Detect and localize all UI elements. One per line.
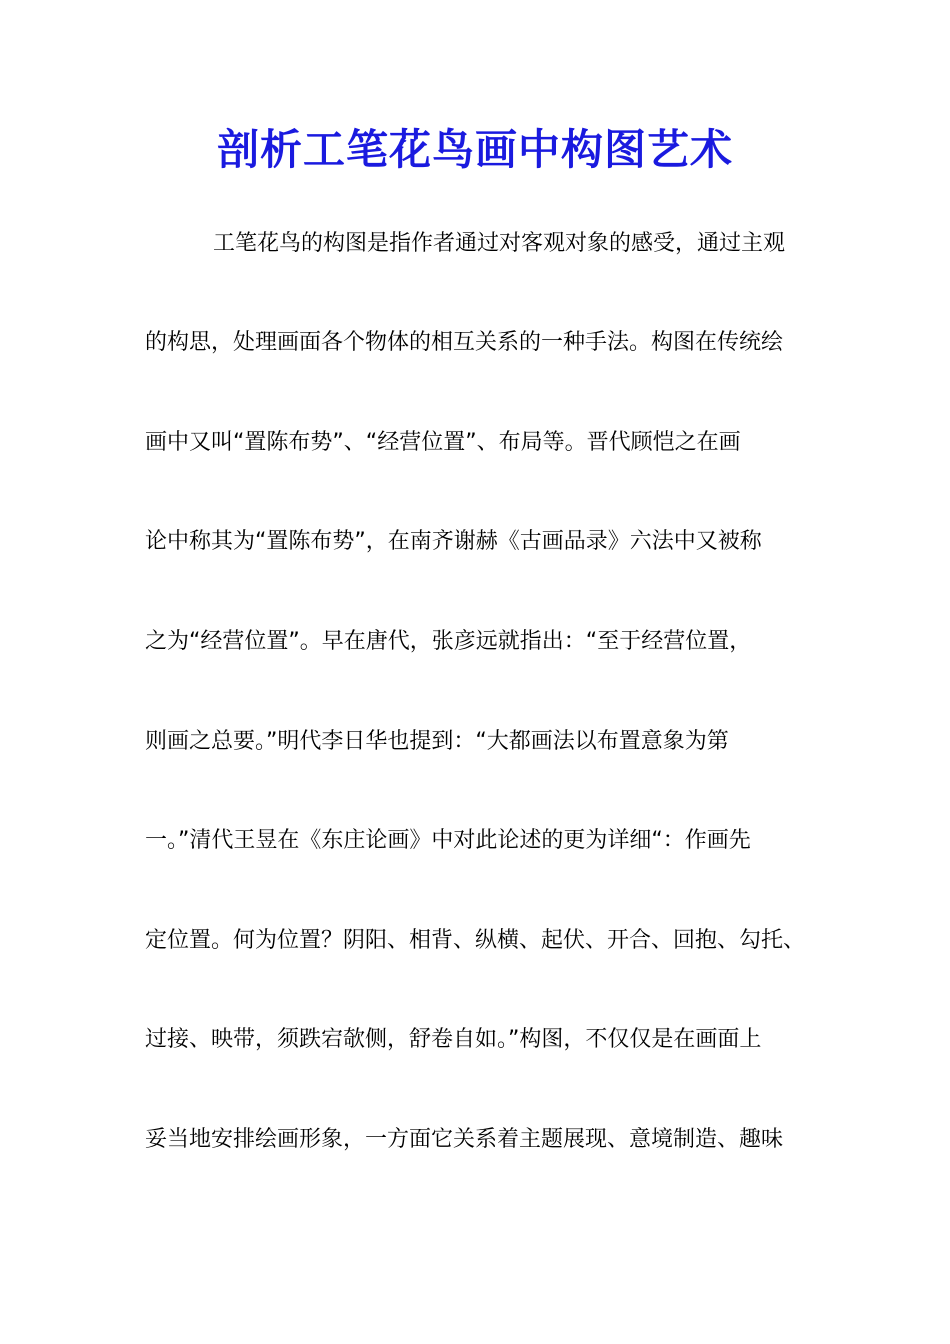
document-title: 剖析工笔花鸟画中构图艺术: [216, 125, 733, 174]
paragraph-line-3: 画中又叫“置陈布势”、“经营位置”、布局等。晋代顾恺之在画: [145, 430, 741, 455]
paragraph-line-2: 的构思，处理画面各个物体的相互关系的一种手法。构图在传统绘: [145, 330, 784, 355]
paragraph-line-10: 妥当地安排绘画形象，一方面它关系着主题展现、意境制造、趣味: [145, 1127, 784, 1152]
paragraph-line-8: 定位置。何为位置？阴阳、相背、纵横、起伏、开合、回抱、勾托、: [145, 928, 806, 953]
paragraph-line-4: 论中称其为“置陈布势”，在南齐谢赫《古画品录》六法中又被称: [145, 529, 762, 554]
paragraph-line-9: 过接、映带，须跌宕欹侧，舒卷自如。”构图，不仅仅是在画面上: [145, 1027, 762, 1052]
paragraph-line-5: 之为“经营位置”。早在唐代，张彦远就指出：“至于经营位置，: [145, 629, 752, 654]
paragraph-line-6: 则画之总要。”明代李日华也提到：“大都画法以布置意象为第: [145, 729, 729, 754]
paragraph-line-1: 工笔花鸟的构图是指作者通过对客观对象的感受，通过主观: [213, 231, 786, 256]
paragraph-line-7: 一。”清代王昱在《东庄论画》中对此论述的更为详细“：作画先: [145, 828, 751, 853]
